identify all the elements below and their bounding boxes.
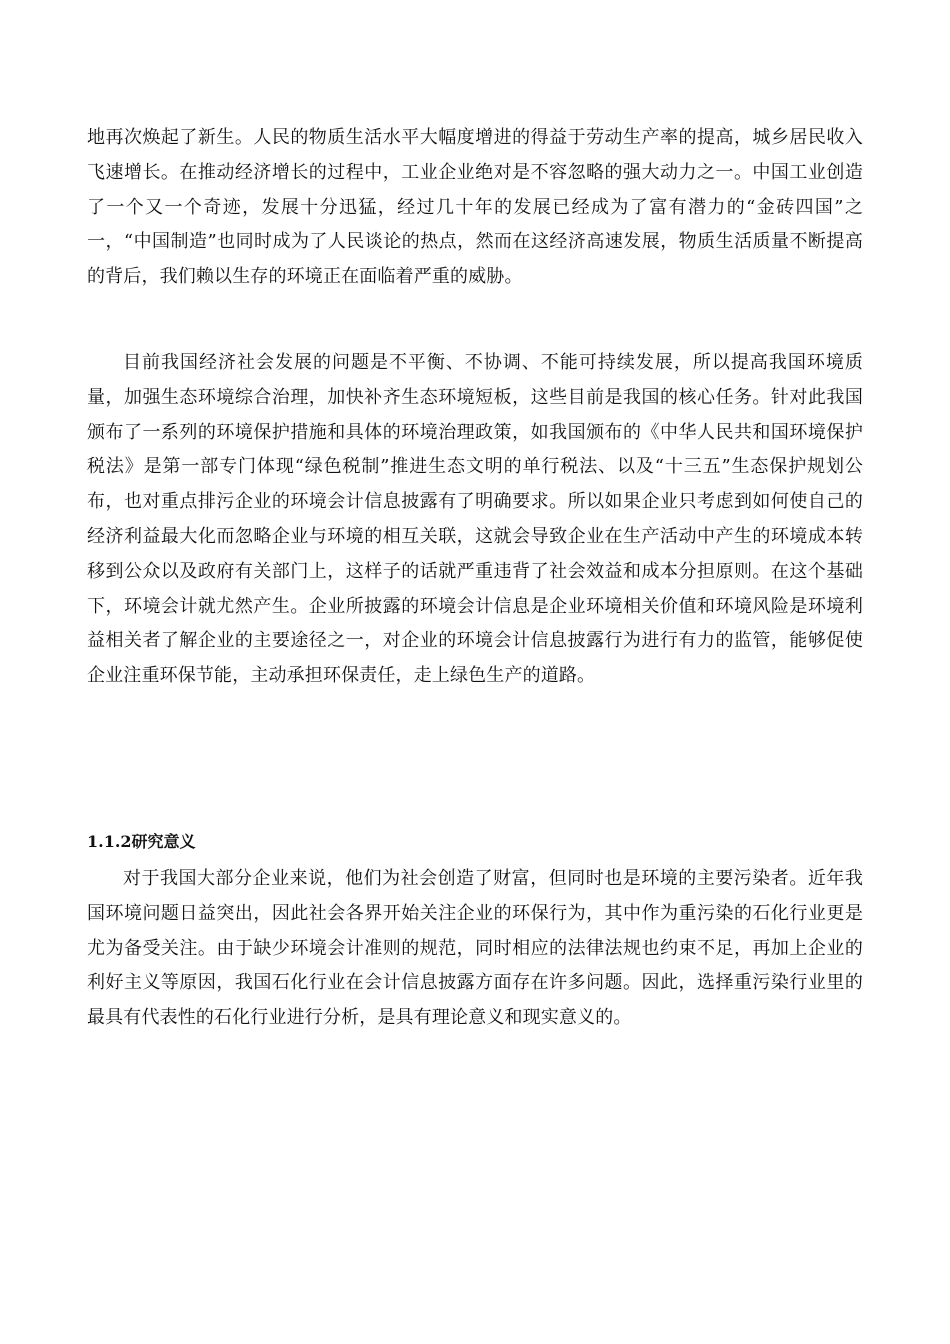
- section-heading: 1.1.2研究意义: [87, 832, 196, 851]
- paragraph-significance: 对于我国大部分企业来说，他们为社会创造了财富，但同时也是环境的主要污染者。近年我国环境问题日益突出，因此社会各界开始关注企业的环保行为，其中作为重污染的石化行业更是尤为备受关注。由于缺少环境会计准则的规范，同时相应的法律法规也约束不足，再加上企业的利好主义等原因，我国石化行业在会计信息披露方面存在许多问题。因此，选择重污染行业里的最具有代表性的石化行业进行分析，是具有理论意义和现实意义的。: [87, 868, 863, 1029]
- paragraph-background: 目前我国经济社会发展的问题是不平衡、不协调、不能可持续发展，所以提高我国环境质量，加强生态环境综合治理，加快补齐生态环境短板，这些目前是我国的核心任务。针对此我国颁布了一系列的环境保护措施和具体的环境治理政策，如我国颁布的《中华人民共和国环境保护税法》是第一部专门体现“绿色税制”推进生态文明的单行税法、以及“十三五”生态保护规划公布，也对重点排污企业的环境会计信息披露有了明确要求。所以如果企业只考虑到如何使自己的经济利益最大化而忽略企业与环境的相互关联，这就会导致企业在生产活动中产生的环境成本转移到公众以及政府有关部门上，这样子的话就严重违背了社会效益和成本分担原则。在这个基础下，环境会计就尤然产生。企业所披露的环境会计信息是企业环境相关价值和环境风险是环境利益相关者了解企业的主要途径之一，对企业的环境会计信息披露行为进行有力的监管，能够促使企业注重环保节能，主动承担环保责任，走上绿色生产的道路。: [87, 352, 863, 687]
- paragraph-continued: 地再次焕起了新生。人民的物质生活水平大幅度增进的得益于劳动生产率的提高，城乡居民收入飞速增长。在推动经济增长的过程中，工业企业绝对是不容忽略的强大动力之一。中国工业创造了一个又一个奇迹，发展十分迅猛，经过几十年的发展已经成为了富有潜力的“金砖四国”之一，“中国制造”也同时成为了人民谈论的热点，然而在这经济高速发展，物质生活质量不断提高的背后，我们赖以生存的环境正在面临着严重的威胁。: [87, 127, 863, 288]
